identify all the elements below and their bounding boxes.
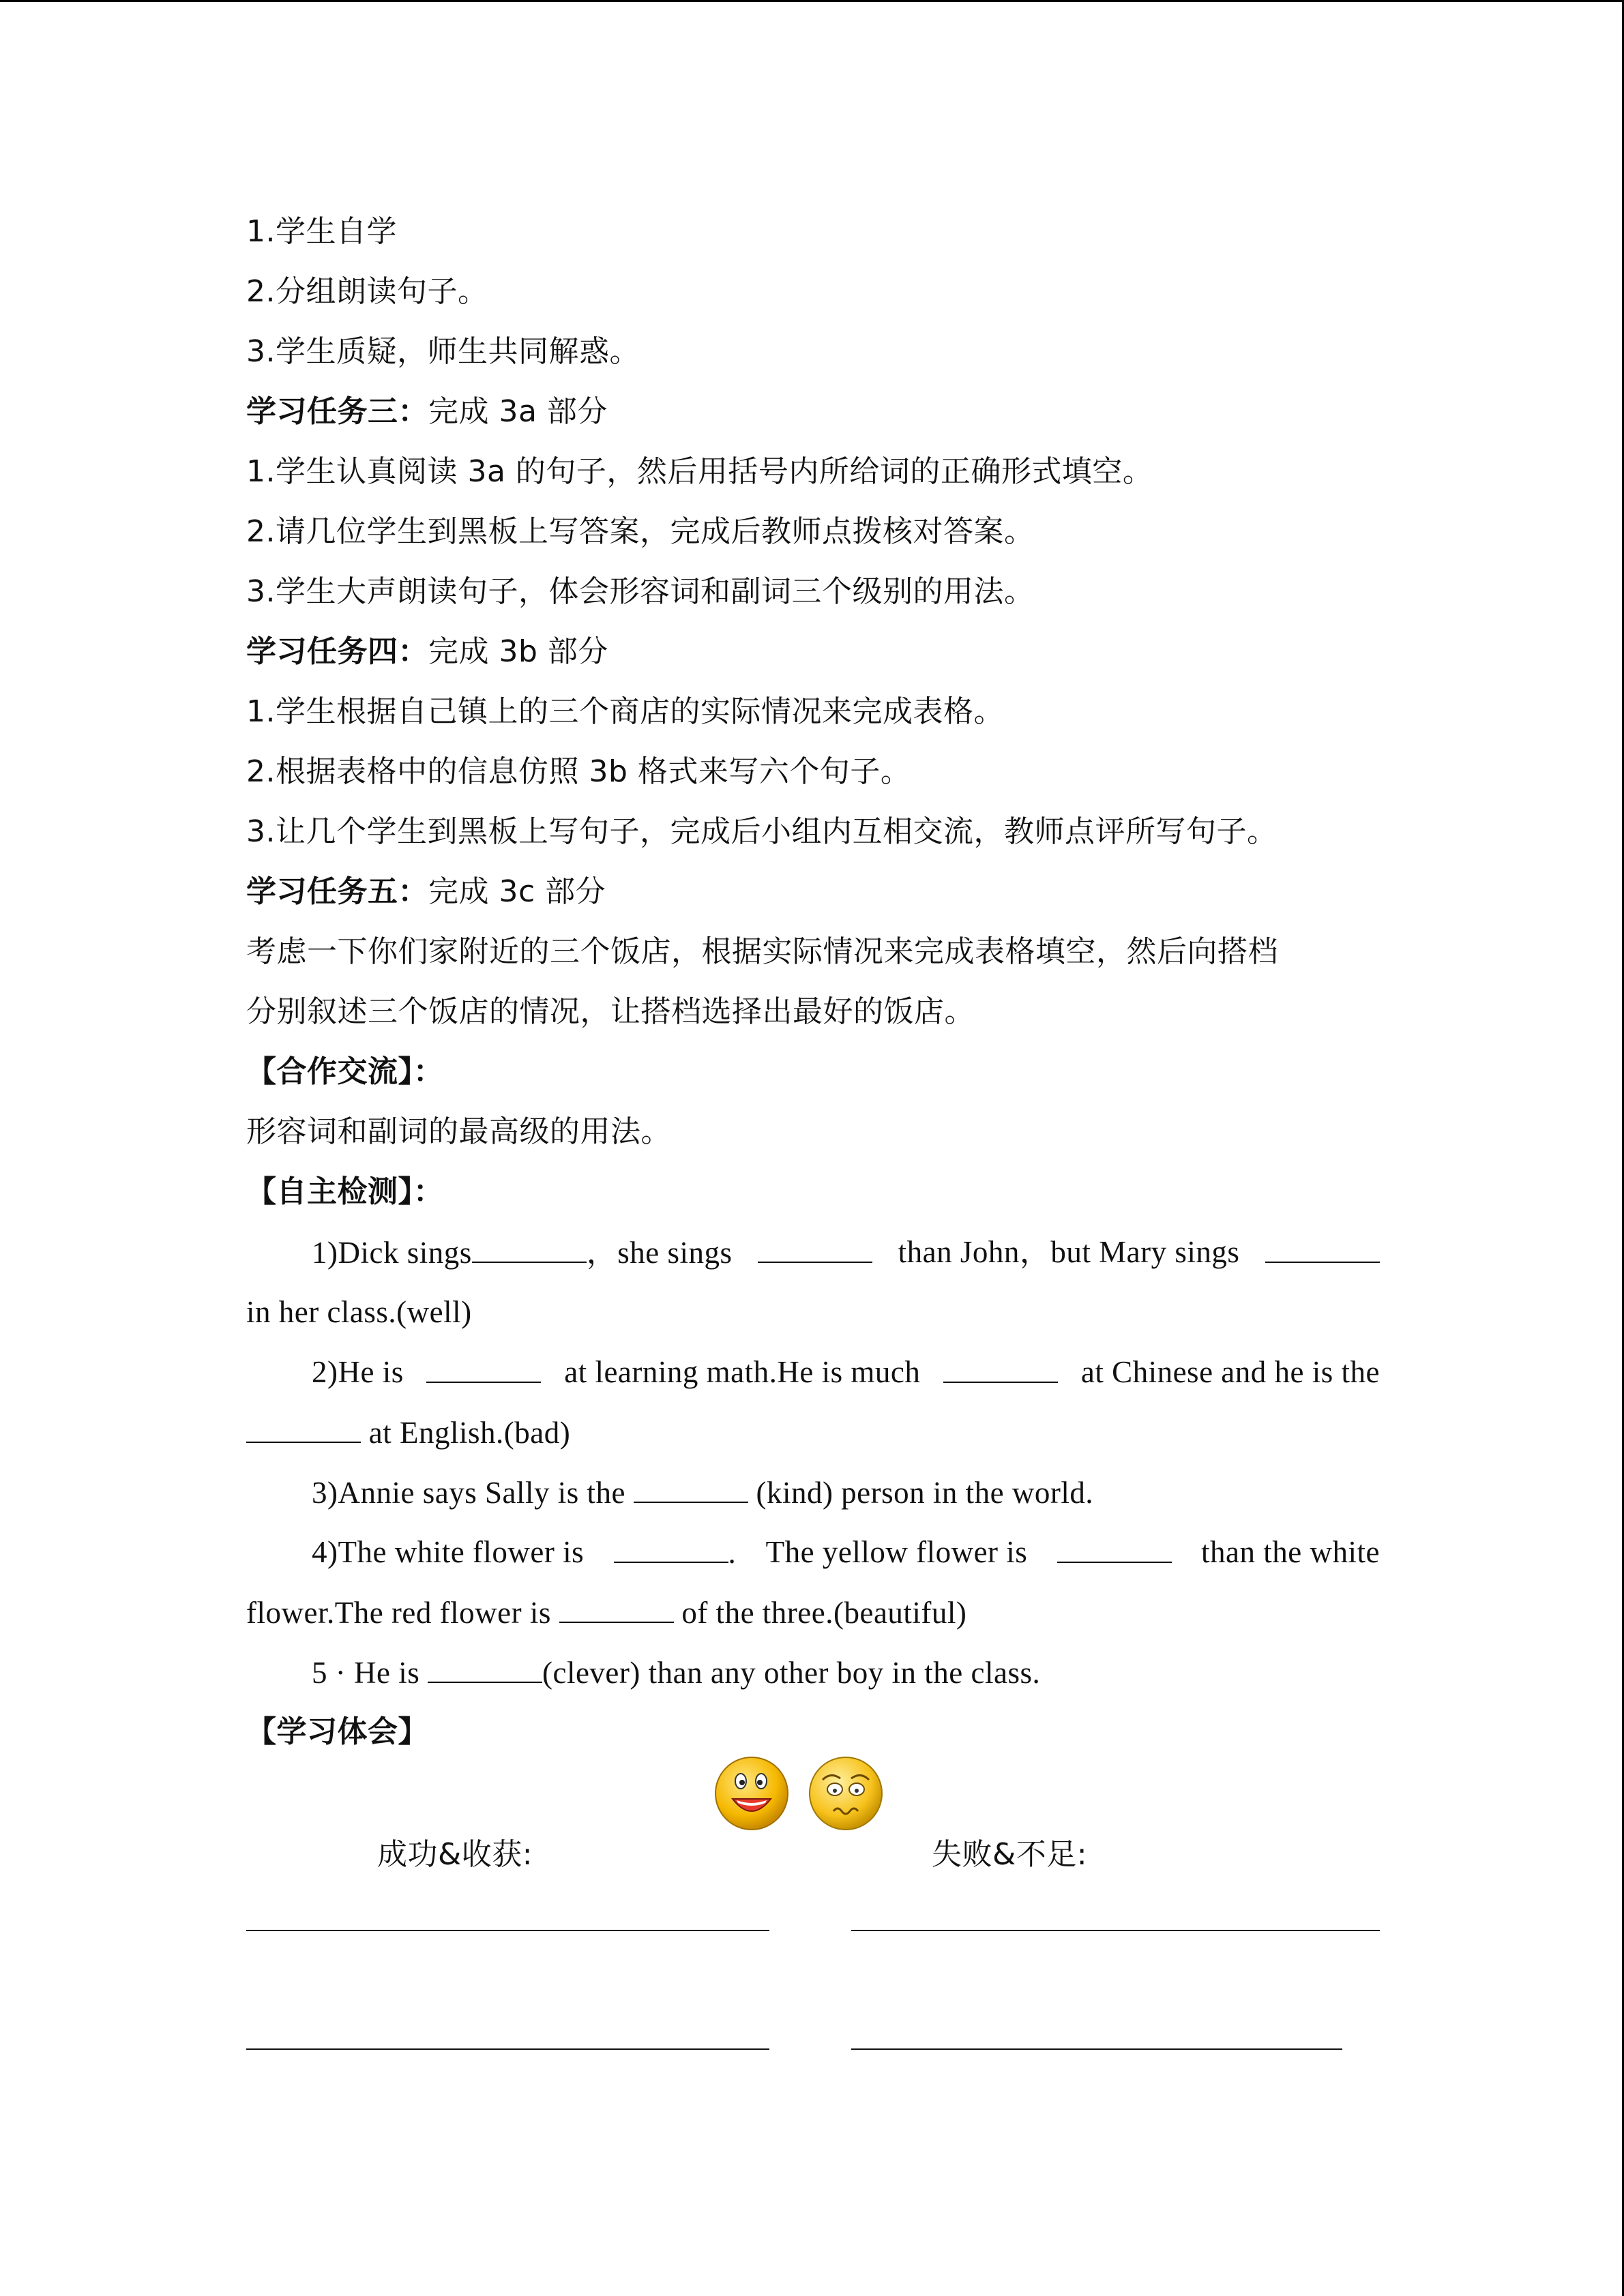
task3-title: 完成 3a 部分 bbox=[428, 394, 608, 429]
success-label: 成功&收获: bbox=[377, 1837, 533, 1872]
answer-blank[interactable] bbox=[246, 1412, 361, 1443]
cooperation-text: 形容词和副词的最高级的用法。 bbox=[246, 1114, 671, 1149]
q1-part: than John，but Mary sings bbox=[898, 1235, 1240, 1269]
task4-heading: 学习任务四： bbox=[246, 634, 428, 669]
failure-label: 失败&不足: bbox=[932, 1837, 1088, 1872]
task3-heading-row bbox=[246, 391, 608, 432]
answer-blank[interactable] bbox=[614, 1532, 728, 1563]
answer-blank[interactable] bbox=[634, 1472, 748, 1503]
question-1-line-2: in her class.(well) bbox=[246, 1295, 472, 1329]
task3-heading: 学习任务三： bbox=[246, 394, 428, 429]
failure-write-line-2[interactable] bbox=[851, 2048, 1342, 2050]
page-top-border bbox=[0, 0, 1624, 2]
task5-title: 完成 3c 部分 bbox=[428, 874, 606, 909]
task4-title: 完成 3b 部分 bbox=[428, 634, 608, 669]
happy-face-icon bbox=[713, 1755, 790, 1832]
success-write-line-1[interactable] bbox=[246, 1930, 769, 1931]
task4-item-2: 2.根据表格中的信息仿照 3b 格式来写六个句子。 bbox=[246, 754, 911, 789]
answer-blank[interactable] bbox=[426, 1352, 541, 1383]
q4-part: than the white bbox=[1201, 1535, 1380, 1569]
answer-blank[interactable] bbox=[559, 1592, 674, 1623]
q4-part: 4)The white flower is bbox=[312, 1535, 585, 1569]
failure-write-line-1[interactable] bbox=[851, 1930, 1380, 1931]
answer-blank[interactable] bbox=[428, 1652, 542, 1683]
task4-heading-row bbox=[246, 631, 608, 672]
cooperation-heading: 【合作交流】： bbox=[246, 1054, 444, 1089]
worried-face-icon bbox=[808, 1755, 884, 1832]
question-3: 3)Annie says Sally is the (kind) person in the world. bbox=[312, 1472, 1093, 1513]
step-3: 3.学生质疑，师生共同解惑。 bbox=[246, 334, 640, 369]
question-2-line-1 bbox=[312, 1352, 1380, 1392]
question-4-line-2: flower.The red flower is of the three.(beautiful) bbox=[246, 1592, 966, 1633]
self-check-heading: 【自主检测】： bbox=[246, 1174, 444, 1209]
reflection-heading: 【学习体会】 bbox=[246, 1714, 428, 1749]
step-1: 1.学生自学 bbox=[246, 214, 397, 249]
step-2: 2.分组朗读句子。 bbox=[246, 274, 488, 309]
q2-part: 2)He is bbox=[312, 1355, 404, 1389]
success-write-line-2[interactable] bbox=[246, 2048, 769, 2050]
task3-item-3: 3.学生大声朗读句子，体会形容词和副词三个级别的用法。 bbox=[246, 574, 1035, 609]
question-1-line-1 bbox=[312, 1232, 1380, 1273]
q2-part: at learning math.He is much bbox=[564, 1355, 921, 1389]
answer-blank[interactable] bbox=[1057, 1532, 1172, 1563]
task4-item-1: 1.学生根据自己镇上的三个商店的实际情况来完成表格。 bbox=[246, 694, 1004, 729]
q2-part: at Chinese and he is the bbox=[1080, 1355, 1380, 1389]
question-2-line-2: at English.(bad) bbox=[246, 1412, 570, 1453]
task5-heading: 学习任务五： bbox=[246, 874, 428, 909]
task5-paragraph-line-2: 分别叙述三个饭店的情况，让搭档选择出最好的饭店。 bbox=[246, 994, 975, 1029]
task4-item-3: 3.让几个学生到黑板上写句子，完成后小组内互相交流，教师点评所写句子。 bbox=[246, 814, 1278, 849]
q1-part: 1)Dick sings ，she sings bbox=[312, 1232, 733, 1273]
question-4-line-1 bbox=[312, 1532, 1380, 1573]
q4-part: The yellow flower is bbox=[765, 1535, 1028, 1569]
task3-item-2: 2.请几位学生到黑板上写答案，完成后教师点拨核对答案。 bbox=[246, 514, 1035, 549]
answer-blank[interactable] bbox=[1265, 1232, 1380, 1263]
q4-part: . bbox=[614, 1532, 737, 1573]
task5-paragraph-line-1: 考虑一下你们家附近的三个饭店，根据实际情况来完成表格填空，然后向搭档 bbox=[246, 934, 1278, 969]
task5-heading-row bbox=[246, 871, 606, 912]
answer-blank[interactable] bbox=[758, 1232, 872, 1263]
answer-blank[interactable] bbox=[472, 1232, 587, 1263]
task3-item-1: 1.学生认真阅读 3a 的句子，然后用括号内所给词的正确形式填空。 bbox=[246, 454, 1153, 489]
question-5: 5 · He is (clever) than any other boy in the class. bbox=[312, 1652, 1040, 1693]
answer-blank[interactable] bbox=[943, 1352, 1058, 1383]
